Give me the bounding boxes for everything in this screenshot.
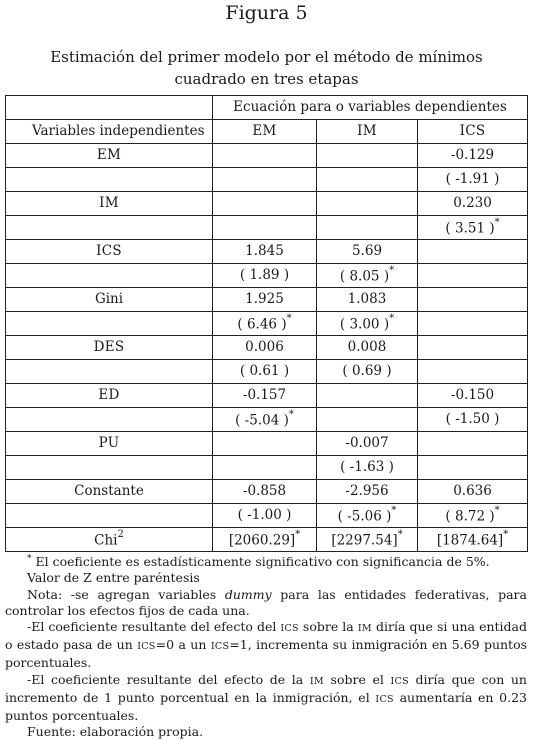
z-value-cell: ( 8.05 )*	[317, 264, 418, 288]
significance-asterisk: *	[389, 264, 395, 276]
table-row-z-value	[6, 264, 528, 288]
significance-asterisk: *	[494, 504, 500, 516]
z-value-cell: ( -1.91 )	[418, 168, 528, 192]
variable-name-cell: ED	[6, 384, 213, 408]
table-row-z-value	[6, 408, 528, 432]
z-value-cell: ( -1.00 )	[213, 504, 317, 528]
coefficient-cell	[213, 144, 317, 168]
z-value-cell	[213, 168, 317, 192]
column-header-ics: ICS	[418, 120, 528, 144]
z-value-cell	[213, 216, 317, 240]
table-row-z-value	[6, 360, 528, 384]
coefficient-cell: -0.007	[317, 432, 418, 456]
significance-asterisk: *	[397, 528, 403, 540]
z-value-cell: ( 3.51 )*	[418, 216, 528, 240]
z-value-cell	[418, 312, 528, 336]
z-value-cell: ( 0.69 )	[317, 360, 418, 384]
z-value-cell: ( 8.72 )*	[418, 504, 528, 528]
note-im-effect: -El coeficiente resultante del efecto de la IM sobre el ICS diría que con un incremento de 1 punto porcentual en la inmigración, el ICS aumentaría en 0.23 puntos porcentuales.	[5, 671, 528, 723]
note-ics-effect: -El coeficiente resultante del efecto del ICS sobre la IM diría que si una entidad o estado pasa de un ICS=0 a un ICS=1, incrementa su inmigración en 5.69 puntos porcentuales.	[5, 618, 528, 671]
coefficient-cell: 1.925	[213, 288, 317, 312]
significance-asterisk: *	[389, 312, 395, 324]
note-asterisk: *	[27, 554, 32, 564]
table-row-coefficient	[6, 336, 528, 360]
blank-cell	[6, 264, 213, 288]
z-value-cell	[213, 456, 317, 480]
variable-name-cell: Gini	[6, 288, 213, 312]
z-value-cell: ( 1.89 )	[213, 264, 317, 288]
blank-cell	[6, 456, 213, 480]
coefficient-cell: 0.636	[418, 480, 528, 504]
variable-name-cell: IM	[6, 192, 213, 216]
note-source: Fuente: elaboración propia.	[27, 724, 204, 740]
coefficient-cell	[418, 240, 528, 264]
column-header-em: EM	[213, 120, 317, 144]
z-value-cell	[418, 456, 528, 480]
variable-name-cell: DES	[6, 336, 213, 360]
variable-name-cell: PU	[6, 432, 213, 456]
header-row-group	[6, 96, 528, 120]
chi-square-label: Chi$^2$	[6, 528, 213, 552]
z-value-cell: ( 3.00 )*	[317, 312, 418, 336]
blank-cell	[6, 312, 213, 336]
table-row-z-value	[6, 168, 528, 192]
z-value-cell	[317, 168, 418, 192]
z-value-cell: ( -1.50 )	[418, 408, 528, 432]
results-table	[5, 95, 528, 552]
subtitle-line-1: Estimación del primer modelo por el método de mínimos	[50, 48, 483, 66]
coefficient-cell: 0.230	[418, 192, 528, 216]
significance-asterisk: *	[286, 312, 292, 324]
z-value-cell: ( -5.04 )*	[213, 408, 317, 432]
coefficient-cell: 0.008	[317, 336, 418, 360]
subtitle-line-2: cuadrado en tres etapas	[174, 70, 359, 88]
note-significance: * El coeficiente es estadísticamente significativo con significancia de 5%.	[27, 554, 490, 570]
table-row-chi-square	[6, 528, 528, 552]
coefficient-cell: -0.858	[213, 480, 317, 504]
table-row-coefficient	[6, 480, 528, 504]
coefficient-cell: 1.845	[213, 240, 317, 264]
header-dependent-variables: Ecuación para o variables dependientes	[213, 96, 528, 120]
coefficient-cell	[317, 192, 418, 216]
significance-asterisk: *	[503, 528, 509, 540]
column-header-im: IM	[317, 120, 418, 144]
significance-asterisk: *	[391, 504, 397, 516]
header-empty-cell	[6, 96, 213, 120]
table-row-coefficient	[6, 240, 528, 264]
blank-cell	[6, 168, 213, 192]
z-value-cell: ( 6.46 )*	[213, 312, 317, 336]
blank-cell	[6, 216, 213, 240]
table-subtitle	[0, 46, 533, 90]
z-value-cell: ( -5.06 )*	[317, 504, 418, 528]
table-row-z-value	[6, 312, 528, 336]
coefficient-cell	[213, 432, 317, 456]
table-notes	[5, 551, 527, 740]
z-value-cell	[418, 360, 528, 384]
z-value-cell	[418, 264, 528, 288]
coefficient-cell: 1.083	[317, 288, 418, 312]
table-row-z-value	[6, 504, 528, 528]
coefficient-cell: -0.150	[418, 384, 528, 408]
table-row-coefficient	[6, 384, 528, 408]
table-row-coefficient	[6, 144, 528, 168]
variable-name-cell: EM	[6, 144, 213, 168]
z-value-cell: ( 0.61 )	[213, 360, 317, 384]
z-value-cell	[317, 216, 418, 240]
table-row-z-value	[6, 216, 528, 240]
coefficient-cell: -0.129	[418, 144, 528, 168]
coefficient-cell: -2.956	[317, 480, 418, 504]
header-row-columns	[6, 120, 528, 144]
note-z-value: Valor de Z entre paréntesis	[27, 570, 200, 586]
table-row-z-value	[6, 456, 528, 480]
z-value-cell: ( -1.63 )	[317, 456, 418, 480]
variable-name-cell: Constante	[6, 480, 213, 504]
table-row-coefficient	[6, 288, 528, 312]
chi-square-value-cell: [2297.54]*	[317, 528, 418, 552]
coefficient-cell	[317, 384, 418, 408]
coefficient-cell	[418, 432, 528, 456]
coefficient-cell: 5.69	[317, 240, 418, 264]
blank-cell	[6, 504, 213, 528]
z-value-cell	[317, 408, 418, 432]
significance-asterisk: *	[494, 216, 500, 228]
coefficient-cell: 0.006	[213, 336, 317, 360]
table-row-coefficient	[6, 432, 528, 456]
variable-name-cell: ICS	[6, 240, 213, 264]
coefficient-cell	[317, 144, 418, 168]
table-row-coefficient	[6, 192, 528, 216]
header-independent-variables: Variables independientes	[6, 120, 213, 144]
coefficient-cell	[213, 192, 317, 216]
chi-square-value-cell: [2060.29]*	[213, 528, 317, 552]
significance-asterisk: *	[295, 528, 301, 540]
blank-cell	[6, 408, 213, 432]
note-dummy: Nota: -se agregan variables dummy para las entidades federativas, para controlar los efectos fijos de cada una.	[5, 586, 527, 618]
coefficient-cell	[418, 336, 528, 360]
figure-title: Figura 5	[225, 2, 308, 24]
significance-asterisk: *	[288, 408, 294, 420]
blank-cell	[6, 360, 213, 384]
chi-square-value-cell: [1874.64]*	[418, 528, 528, 552]
coefficient-cell: -0.157	[213, 384, 317, 408]
coefficient-cell	[418, 288, 528, 312]
